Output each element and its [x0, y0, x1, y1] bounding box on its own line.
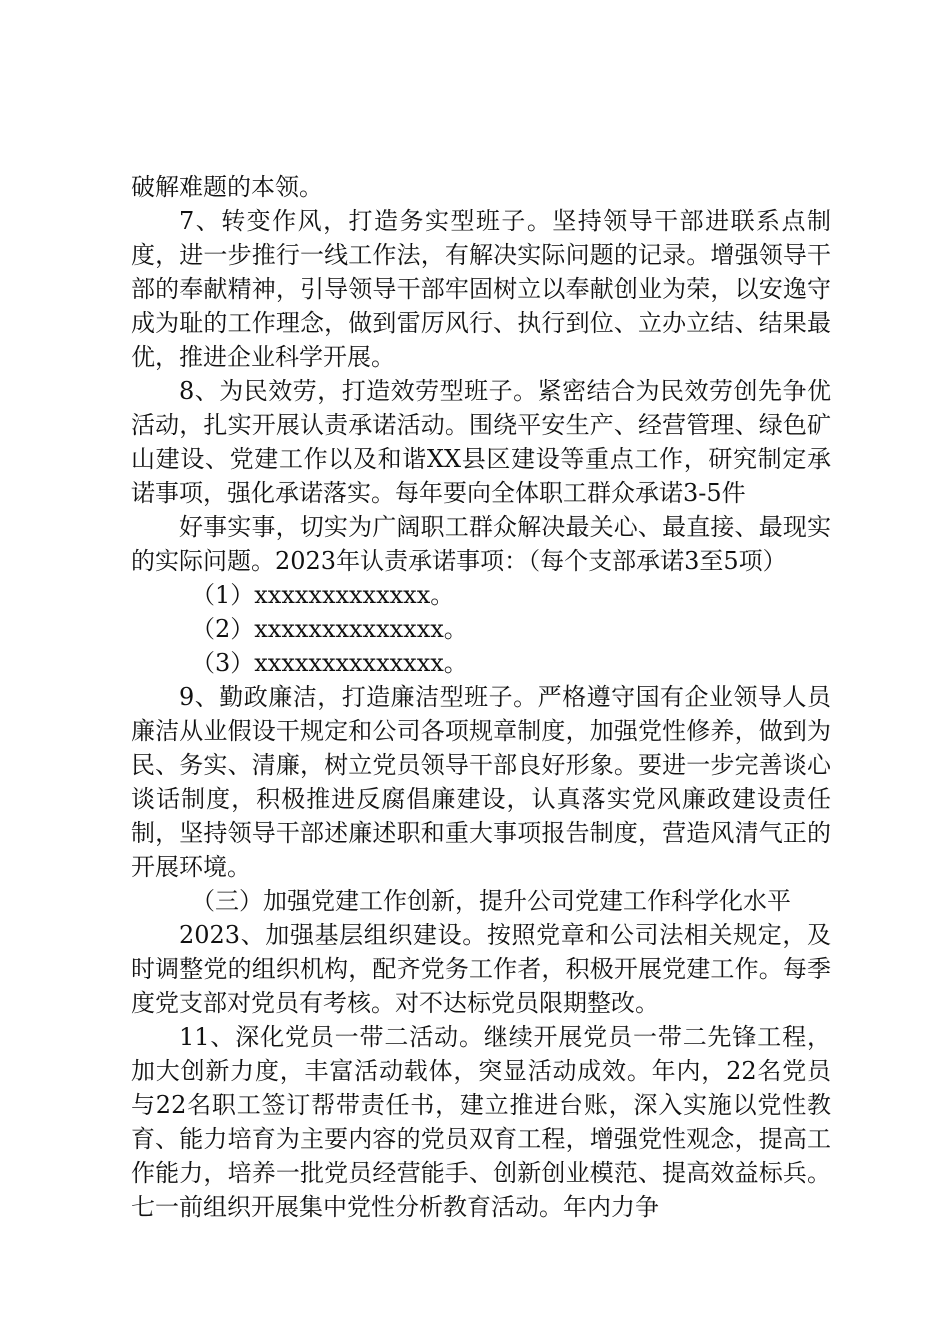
document-body: [131, 170, 831, 1224]
paragraph-continuation: 破解难题的本领。: [131, 173, 323, 201]
paragraph-item-9: 9、勤政廉洁，打造廉洁型班子。严格遵守国有企业领导人员廉洁从业假设干规定和公司各项规章制度，加强党性修养，做到为民、务实、清廉，树立党员领导干部良好形象。要进一步完善谈心谈话制度，积极推进反腐倡廉建设，认真落实党风廉政建设责任制，坚持领导干部述廉述职和重大事项报告制度，营造风清气正的开展环境。: [131, 683, 831, 881]
paragraph-item-8: 8、为民效劳，打造效劳型班子。紧密结合为民效劳创先争优活动，扎实开展认责承诺活动。围绕平安生产、经营管理、绿色矿山建设、党建工作以及和谐XX县区建设等重点工作，研究制定承诺事项，强化承诺落实。每年要向全体职工群众承诺3-5件: [131, 377, 831, 507]
section-heading-3: （三）加强党建工作创新，提升公司党建工作科学化水平: [191, 887, 791, 915]
list-item-2: （2）xxxxxxxxxxxxxx。: [191, 615, 468, 643]
list-item-3: （3）xxxxxxxxxxxxxx。: [191, 649, 468, 677]
list-item-1: （1）xxxxxxxxxxxxx。: [191, 581, 455, 609]
paragraph-item-11: 11、深化党员一带二活动。继续开展党员一带二先锋工程，加大创新力度，丰富活动载体，突显活动成效。年内，22名党员与22名职工签订帮带责任书，建立推进台账，深入实施以党性教育、能力培育为主要内容的党员双育工程，增强党性观念，提高工作能力，培养一批党员经营能手、创新创业模范、提高效益标兵。七一前组织开展集中党性分析教育活动。年内力争: [131, 1023, 831, 1221]
paragraph-commitments: 好事实事，切实为广阔职工群众解决最关心、最直接、最现实的实际问题。2023年认责承诺事项：（每个支部承诺3至5项）: [131, 513, 831, 575]
paragraph-item-10: 2023、加强基层组织建设。按照党章和公司法相关规定，及时调整党的组织机构，配齐党务工作者，积极开展党建工作。每季度党支部对党员有考核。对不达标党员限期整改。: [131, 921, 831, 1017]
paragraph-item-7: 7、转变作风，打造务实型班子。坚持领导干部进联系点制度，进一步推行一线工作法，有解决实际问题的记录。增强领导干部的奉献精神，引导领导干部牢固树立以奉献创业为荣，以安逸守成为耻的工作理念，做到雷厉风行、执行到位、立办立结、结果最优，推进企业科学开展。: [131, 207, 831, 371]
